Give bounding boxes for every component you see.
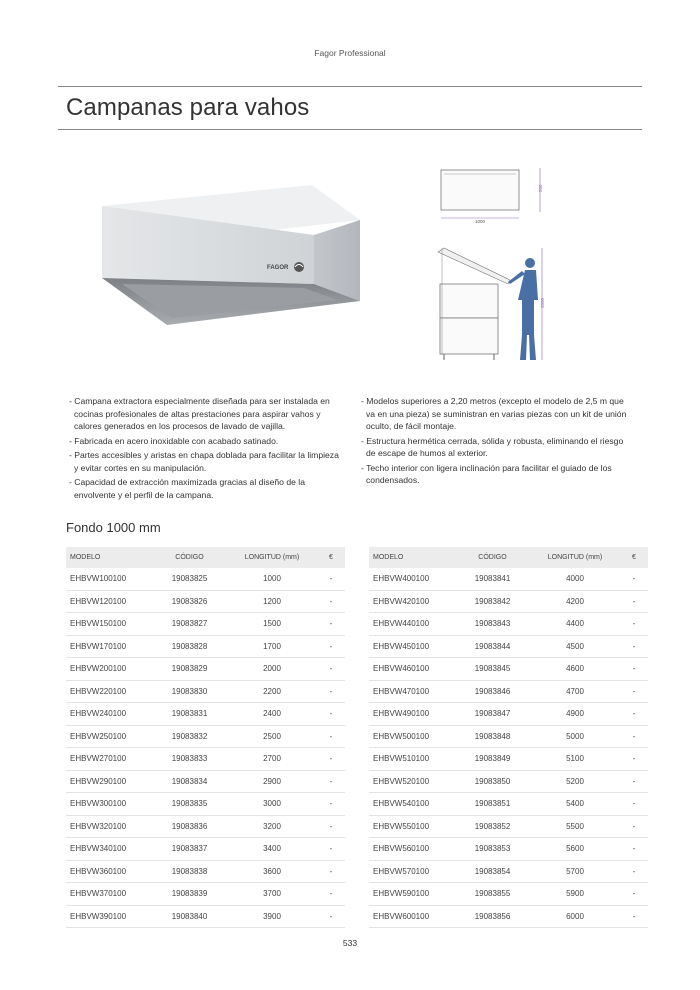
dim-width-label: 1000: [475, 219, 486, 224]
diagram-dishwasher-lower: [440, 318, 498, 354]
cell-code: 19083854: [455, 860, 530, 883]
fagor-logo: FAGOR: [267, 265, 289, 271]
cell-model: EHBVW370100: [66, 883, 152, 906]
cell-model: EHBVW440100: [369, 613, 455, 636]
cell-price: -: [620, 770, 648, 793]
table-row: [369, 680, 648, 703]
cell-code: 19083846: [455, 680, 530, 703]
table-row: [66, 703, 345, 726]
cell-length: 2200: [227, 680, 317, 703]
cell-code: 19083835: [152, 793, 227, 816]
cell-code: 19083837: [152, 838, 227, 861]
feature-item: - Partes accesibles y aristas en chapa doblada para facilitar la limpieza y evitar cortes en su manipulación.: [66, 449, 341, 474]
cell-price: -: [317, 703, 345, 726]
cell-price: -: [620, 793, 648, 816]
cell-length: 4900: [530, 703, 620, 726]
page-number: 533: [342, 938, 358, 948]
table-row: [66, 725, 345, 748]
table-row: [66, 860, 345, 883]
spec-table-right: [369, 547, 648, 928]
cell-model: EHBVW460100: [369, 658, 455, 681]
cell-price: -: [620, 883, 648, 906]
table-row: [66, 905, 345, 928]
header-model: MODELO: [66, 547, 152, 568]
cell-model: EHBVW340100: [66, 838, 152, 861]
title-top-rule: [58, 86, 642, 87]
cell-price: -: [317, 860, 345, 883]
cell-length: 5900: [530, 883, 620, 906]
features-right-column: [358, 395, 633, 489]
cell-code: 19083829: [152, 658, 227, 681]
feature-item: - Fabricada en acero inoxidable con acabado satinado.: [66, 435, 341, 448]
cell-code: 19083840: [152, 905, 227, 928]
cell-model: EHBVW510100: [369, 748, 455, 771]
cell-price: -: [620, 860, 648, 883]
table-row: [369, 793, 648, 816]
cell-length: 5200: [530, 770, 620, 793]
cell-model: EHBVW570100: [369, 860, 455, 883]
cell-price: -: [317, 838, 345, 861]
cell-price: -: [620, 905, 648, 928]
features-left-list: [66, 395, 341, 501]
cell-code: 19083827: [152, 613, 227, 636]
header-price: €: [620, 547, 648, 568]
cell-length: 2900: [227, 770, 317, 793]
table-row: [66, 838, 345, 861]
cell-model: EHBVW270100: [66, 748, 152, 771]
table-header-row: [66, 547, 345, 568]
hood-product-image: [92, 180, 372, 330]
table-row: [66, 680, 345, 703]
cell-length: 5000: [530, 725, 620, 748]
cell-model: EHBVW120100: [66, 590, 152, 613]
cell-length: 1000: [227, 568, 317, 590]
cell-length: 3000: [227, 793, 317, 816]
cell-length: 4200: [530, 590, 620, 613]
cell-model: EHBVW390100: [66, 905, 152, 928]
cell-length: 2000: [227, 658, 317, 681]
cell-code: 19083828: [152, 635, 227, 658]
cell-code: 19083853: [455, 838, 530, 861]
header-code: CÓDIGO: [455, 547, 530, 568]
cell-model: EHBVW320100: [66, 815, 152, 838]
cell-price: -: [317, 568, 345, 590]
table-row: [66, 613, 345, 636]
cell-code: 19083855: [455, 883, 530, 906]
feature-item: - Techo interior con ligera inclinación para facilitar el guiado de los condensados.: [358, 462, 633, 487]
table-row: [66, 748, 345, 771]
cell-length: 5600: [530, 838, 620, 861]
cell-price: -: [620, 590, 648, 613]
cell-price: -: [317, 590, 345, 613]
cell-price: -: [620, 838, 648, 861]
cell-price: -: [620, 703, 648, 726]
cell-price: -: [317, 905, 345, 928]
feature-item: - Capacidad de extracción maximizada gracias al diseño de la envolvente y el perfil de la campana.: [66, 476, 341, 501]
features-right-list: [358, 395, 633, 487]
table-row: [66, 793, 345, 816]
cell-price: -: [620, 680, 648, 703]
cell-price: -: [317, 793, 345, 816]
cell-code: 19083832: [152, 725, 227, 748]
table-row: [369, 613, 648, 636]
cell-code: 19083834: [152, 770, 227, 793]
cell-length: 4600: [530, 658, 620, 681]
table-row: [369, 770, 648, 793]
cell-code: 19083836: [152, 815, 227, 838]
cell-model: EHBVW250100: [66, 725, 152, 748]
table-row: [369, 838, 648, 861]
cell-price: -: [317, 770, 345, 793]
cell-model: EHBVW400100: [369, 568, 455, 590]
table-row: [66, 815, 345, 838]
cell-length: 1200: [227, 590, 317, 613]
cell-length: 6000: [530, 905, 620, 928]
dim-install-height-label: 2000: [540, 297, 545, 308]
cell-code: 19083844: [455, 635, 530, 658]
header-model: MODELO: [369, 547, 455, 568]
cell-length: 4400: [530, 613, 620, 636]
cell-code: 19083841: [455, 568, 530, 590]
table-row: [66, 658, 345, 681]
cell-code: 19083849: [455, 748, 530, 771]
cell-model: EHBVW240100: [66, 703, 152, 726]
cell-code: 19083845: [455, 658, 530, 681]
cell-model: EHBVW200100: [66, 658, 152, 681]
technical-diagram: [430, 160, 560, 370]
table-row: [66, 635, 345, 658]
cell-code: 19083842: [455, 590, 530, 613]
dim-height-label: 500: [538, 184, 543, 192]
cell-price: -: [317, 815, 345, 838]
cell-model: EHBVW600100: [369, 905, 455, 928]
cell-code: 19083856: [455, 905, 530, 928]
table-row: [369, 883, 648, 906]
header-length: LONGITUD (mm): [530, 547, 620, 568]
feature-item: - Estructura hermética cerrada, sólida y robusta, eliminando el riesgo de escape de humos al exterior.: [358, 435, 633, 460]
cell-length: 4000: [530, 568, 620, 590]
page-title: Campanas para vahos: [66, 94, 310, 121]
table-row: [66, 883, 345, 906]
cell-price: -: [317, 680, 345, 703]
table-header-row: [369, 547, 648, 568]
table-row: [369, 748, 648, 771]
cell-price: -: [317, 658, 345, 681]
cell-price: -: [620, 635, 648, 658]
cell-length: 4500: [530, 635, 620, 658]
cell-length: 3600: [227, 860, 317, 883]
cell-code: 19083839: [152, 883, 227, 906]
table-row: [369, 815, 648, 838]
cell-price: -: [620, 815, 648, 838]
brand-header: Fagor Professional: [314, 48, 386, 58]
cell-code: 19083850: [455, 770, 530, 793]
cell-model: EHBVW560100: [369, 838, 455, 861]
cell-code: 19083826: [152, 590, 227, 613]
cell-model: EHBVW520100: [369, 770, 455, 793]
header-price: €: [317, 547, 345, 568]
cell-price: -: [317, 883, 345, 906]
cell-model: EHBVW170100: [66, 635, 152, 658]
cell-model: EHBVW100100: [66, 568, 152, 590]
cell-code: 19083848: [455, 725, 530, 748]
cell-code: 19083831: [152, 703, 227, 726]
table-row: [369, 860, 648, 883]
cell-model: EHBVW490100: [369, 703, 455, 726]
cell-length: 3900: [227, 905, 317, 928]
cell-length: 3700: [227, 883, 317, 906]
cell-length: 2500: [227, 725, 317, 748]
table-row: [369, 905, 648, 928]
diagram-hood-side: [438, 248, 510, 284]
cell-length: 5700: [530, 860, 620, 883]
diagram-person-figure: [508, 258, 538, 360]
cell-length: 5500: [530, 815, 620, 838]
cell-price: -: [317, 635, 345, 658]
title-bottom-rule: [58, 129, 642, 130]
cell-code: 19083830: [152, 680, 227, 703]
table-row: [66, 770, 345, 793]
table-row: [369, 725, 648, 748]
cell-model: EHBVW540100: [369, 793, 455, 816]
cell-price: -: [620, 748, 648, 771]
section-title: Fondo 1000 mm: [66, 520, 161, 535]
cell-model: EHBVW150100: [66, 613, 152, 636]
cell-code: 19083825: [152, 568, 227, 590]
cell-model: EHBVW550100: [369, 815, 455, 838]
cell-model: EHBVW220100: [66, 680, 152, 703]
cell-code: 19083847: [455, 703, 530, 726]
cell-price: -: [620, 658, 648, 681]
cell-model: EHBVW450100: [369, 635, 455, 658]
features-left-column: [66, 395, 341, 503]
cell-length: 3200: [227, 815, 317, 838]
cell-length: 5100: [530, 748, 620, 771]
cell-model: EHBVW470100: [369, 680, 455, 703]
diagram-hood-front-view: [441, 170, 519, 210]
spec-table-right-body: [369, 568, 648, 928]
cell-price: -: [317, 725, 345, 748]
cell-length: 2400: [227, 703, 317, 726]
cell-price: -: [620, 725, 648, 748]
cell-price: -: [317, 613, 345, 636]
cell-model: EHBVW290100: [66, 770, 152, 793]
cell-length: 1500: [227, 613, 317, 636]
cell-model: EHBVW590100: [369, 883, 455, 906]
table-row: [369, 658, 648, 681]
cell-price: -: [317, 748, 345, 771]
cell-length: 4700: [530, 680, 620, 703]
cell-price: -: [620, 568, 648, 590]
cell-code: 19083852: [455, 815, 530, 838]
cell-model: EHBVW500100: [369, 725, 455, 748]
cell-length: 1700: [227, 635, 317, 658]
cell-length: 5400: [530, 793, 620, 816]
cell-length: 3400: [227, 838, 317, 861]
table-row: [66, 590, 345, 613]
cell-code: 19083833: [152, 748, 227, 771]
feature-item: - Campana extractora especialmente diseñada para ser instalada en cocinas profesionales de altas prestaciones para aspirar vahos y calores generados en los procesos de lavado de vajilla.: [66, 395, 341, 433]
cell-price: -: [620, 613, 648, 636]
cell-code: 19083851: [455, 793, 530, 816]
cell-code: 19083843: [455, 613, 530, 636]
cell-model: EHBVW360100: [66, 860, 152, 883]
diagram-dishwasher-upper: [440, 284, 498, 318]
table-row: [369, 703, 648, 726]
table-row: [369, 568, 648, 590]
cell-length: 2700: [227, 748, 317, 771]
table-row: [66, 568, 345, 590]
header-code: CÓDIGO: [152, 547, 227, 568]
table-row: [369, 590, 648, 613]
cell-model: EHBVW300100: [66, 793, 152, 816]
cell-code: 19083838: [152, 860, 227, 883]
table-row: [369, 635, 648, 658]
feature-item: - Modelos superiores a 2,20 metros (excepto el modelo de 2,5 m que va en una pieza) se suministran en varias piezas con un kit de unión oculto, de fácil montaje.: [358, 395, 633, 433]
header-length: LONGITUD (mm): [227, 547, 317, 568]
spec-table-left: [66, 547, 345, 928]
spec-table-left-body: [66, 568, 345, 928]
cell-model: EHBVW420100: [369, 590, 455, 613]
